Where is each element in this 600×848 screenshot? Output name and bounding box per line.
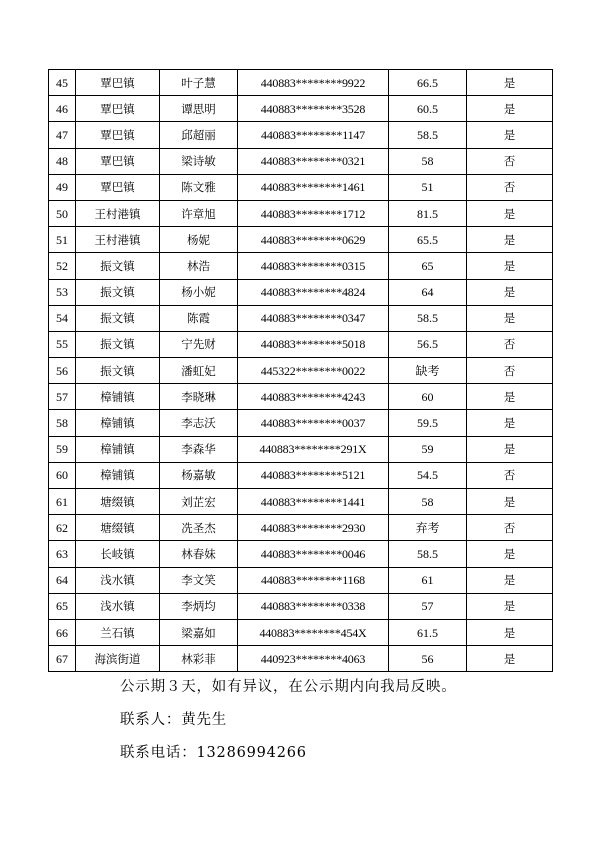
- score-cell: 58: [389, 489, 467, 515]
- table-row: [49, 122, 553, 148]
- table-row: [49, 174, 553, 200]
- table-row: [49, 358, 553, 384]
- row-number-cell: 57: [49, 384, 76, 410]
- result-cell: 否: [467, 174, 553, 200]
- name-cell: 谭思明: [160, 96, 238, 122]
- id-number-cell: 440883********0338: [238, 593, 389, 619]
- id-number-cell: 440883********1461: [238, 174, 389, 200]
- table-row: [49, 515, 553, 541]
- town-cell: 振文镇: [76, 331, 160, 357]
- name-cell: 叶子慧: [160, 70, 238, 96]
- table-row: [49, 462, 553, 488]
- score-cell: 60.5: [389, 96, 467, 122]
- name-cell: 杨嘉敏: [160, 462, 238, 488]
- row-number-cell: 46: [49, 96, 76, 122]
- row-number-cell: 45: [49, 70, 76, 96]
- id-number-cell: 440883********3528: [238, 96, 389, 122]
- table-row: [49, 593, 553, 619]
- table-row: [49, 305, 553, 331]
- score-cell: 51: [389, 174, 467, 200]
- town-cell: 长岐镇: [76, 541, 160, 567]
- id-number-cell: 440883********1147: [238, 122, 389, 148]
- result-cell: 是: [467, 200, 553, 226]
- result-cell: 是: [467, 122, 553, 148]
- table-row: [49, 70, 553, 96]
- town-cell: 王村港镇: [76, 227, 160, 253]
- results-table: [48, 69, 553, 672]
- town-cell: 振文镇: [76, 279, 160, 305]
- result-cell: 否: [467, 358, 553, 384]
- row-number-cell: 49: [49, 174, 76, 200]
- table-row: [49, 96, 553, 122]
- town-cell: 王村港镇: [76, 200, 160, 226]
- row-number-cell: 67: [49, 646, 76, 672]
- row-number-cell: 53: [49, 279, 76, 305]
- town-cell: 樟铺镇: [76, 384, 160, 410]
- score-cell: 58.5: [389, 122, 467, 148]
- id-number-cell: 440883********5018: [238, 331, 389, 357]
- row-number-cell: 66: [49, 619, 76, 645]
- name-cell: 李晓琳: [160, 384, 238, 410]
- town-cell: 覃巴镇: [76, 96, 160, 122]
- result-cell: 是: [467, 646, 553, 672]
- id-number-cell: 440883********1441: [238, 489, 389, 515]
- table-row: [49, 331, 553, 357]
- row-number-cell: 64: [49, 567, 76, 593]
- score-cell: 65.5: [389, 227, 467, 253]
- row-number-cell: 63: [49, 541, 76, 567]
- name-cell: 刘芷宏: [160, 489, 238, 515]
- result-cell: 是: [467, 227, 553, 253]
- row-number-cell: 61: [49, 489, 76, 515]
- score-cell: 64: [389, 279, 467, 305]
- table-row: [49, 253, 553, 279]
- id-number-cell: 440883********0046: [238, 541, 389, 567]
- id-number-cell: 440883********4824: [238, 279, 389, 305]
- row-number-cell: 59: [49, 436, 76, 462]
- notes-section: [120, 678, 560, 762]
- name-cell: 李志沃: [160, 410, 238, 436]
- id-number-cell: 440883********9922: [238, 70, 389, 96]
- id-number-cell: 440883********1168: [238, 567, 389, 593]
- results-table-container: [48, 69, 552, 672]
- town-cell: 覃巴镇: [76, 122, 160, 148]
- score-cell: 56.5: [389, 331, 467, 357]
- row-number-cell: 54: [49, 305, 76, 331]
- id-number-cell: 440883********0321: [238, 148, 389, 174]
- table-row: [49, 541, 553, 567]
- name-cell: 冼圣杰: [160, 515, 238, 541]
- score-cell: 60: [389, 384, 467, 410]
- row-number-cell: 55: [49, 331, 76, 357]
- results-table-body: [49, 70, 553, 672]
- name-cell: 潘虹妃: [160, 358, 238, 384]
- row-number-cell: 52: [49, 253, 76, 279]
- result-cell: 是: [467, 279, 553, 305]
- result-cell: 是: [467, 70, 553, 96]
- town-cell: 振文镇: [76, 253, 160, 279]
- result-cell: 是: [467, 541, 553, 567]
- name-cell: 李炳均: [160, 593, 238, 619]
- town-cell: 樟铺镇: [76, 410, 160, 436]
- result-cell: 是: [467, 384, 553, 410]
- score-cell: 58.5: [389, 305, 467, 331]
- table-row: [49, 279, 553, 305]
- id-number-cell: 440883********0037: [238, 410, 389, 436]
- name-cell: 李森华: [160, 436, 238, 462]
- table-row: [49, 489, 553, 515]
- town-cell: 兰石镇: [76, 619, 160, 645]
- town-cell: 海滨街道: [76, 646, 160, 672]
- table-row: [49, 384, 553, 410]
- result-cell: 是: [467, 305, 553, 331]
- id-number-cell: 440883********1712: [238, 200, 389, 226]
- name-cell: 林彩菲: [160, 646, 238, 672]
- result-cell: 是: [467, 410, 553, 436]
- score-cell: 58: [389, 148, 467, 174]
- row-number-cell: 62: [49, 515, 76, 541]
- town-cell: 振文镇: [76, 358, 160, 384]
- id-number-cell: 440883********2930: [238, 515, 389, 541]
- id-number-cell: 440883********5121: [238, 462, 389, 488]
- score-cell: 58.5: [389, 541, 467, 567]
- score-cell: 61.5: [389, 619, 467, 645]
- score-cell: 缺考: [389, 358, 467, 384]
- town-cell: 振文镇: [76, 305, 160, 331]
- name-cell: 林春妹: [160, 541, 238, 567]
- table-row: [49, 227, 553, 253]
- contact-person: 联系人：黄先生: [120, 712, 228, 728]
- id-number-cell: 440883********0629: [238, 227, 389, 253]
- town-cell: 塘缀镇: [76, 489, 160, 515]
- score-cell: 65: [389, 253, 467, 279]
- table-row: [49, 436, 553, 462]
- town-cell: 覃巴镇: [76, 70, 160, 96]
- row-number-cell: 56: [49, 358, 76, 384]
- result-cell: 是: [467, 253, 553, 279]
- name-cell: 梁诗敏: [160, 148, 238, 174]
- id-number-cell: 440923********4063: [238, 646, 389, 672]
- town-cell: 浅水镇: [76, 567, 160, 593]
- score-cell: 57: [389, 593, 467, 619]
- town-cell: 塘缀镇: [76, 515, 160, 541]
- row-number-cell: 65: [49, 593, 76, 619]
- result-cell: 是: [467, 567, 553, 593]
- name-cell: 陈文雅: [160, 174, 238, 200]
- table-row: [49, 567, 553, 593]
- name-cell: 梁嘉如: [160, 619, 238, 645]
- score-cell: 61: [389, 567, 467, 593]
- contact-phone: 联系电话：13286994266: [120, 745, 307, 761]
- result-cell: 是: [467, 489, 553, 515]
- result-cell: 否: [467, 515, 553, 541]
- table-row: [49, 410, 553, 436]
- name-cell: 陈霞: [160, 305, 238, 331]
- result-cell: 否: [467, 462, 553, 488]
- id-number-cell: 440883********291X: [238, 436, 389, 462]
- result-cell: 是: [467, 593, 553, 619]
- result-cell: 否: [467, 148, 553, 174]
- table-row: [49, 646, 553, 672]
- table-row: [49, 200, 553, 226]
- name-cell: 宁先财: [160, 331, 238, 357]
- name-cell: 林浩: [160, 253, 238, 279]
- town-cell: 覃巴镇: [76, 148, 160, 174]
- town-cell: 覃巴镇: [76, 174, 160, 200]
- id-number-cell: 445322********0022: [238, 358, 389, 384]
- name-cell: 许章旭: [160, 200, 238, 226]
- name-cell: 杨妮: [160, 227, 238, 253]
- score-cell: 54.5: [389, 462, 467, 488]
- town-cell: 樟铺镇: [76, 462, 160, 488]
- result-cell: 是: [467, 96, 553, 122]
- id-number-cell: 440883********0347: [238, 305, 389, 331]
- score-cell: 56: [389, 646, 467, 672]
- id-number-cell: 440883********454X: [238, 619, 389, 645]
- id-number-cell: 440883********4243: [238, 384, 389, 410]
- row-number-cell: 58: [49, 410, 76, 436]
- score-cell: 81.5: [389, 200, 467, 226]
- id-number-cell: 440883********0315: [238, 253, 389, 279]
- score-cell: 66.5: [389, 70, 467, 96]
- name-cell: 李文笑: [160, 567, 238, 593]
- score-cell: 59.5: [389, 410, 467, 436]
- table-row: [49, 619, 553, 645]
- table-row: [49, 148, 553, 174]
- row-number-cell: 50: [49, 200, 76, 226]
- town-cell: 樟铺镇: [76, 436, 160, 462]
- notice-text: 公示期３天，如有异议，在公示期内向我局反映。: [120, 679, 457, 695]
- row-number-cell: 48: [49, 148, 76, 174]
- row-number-cell: 51: [49, 227, 76, 253]
- result-cell: 是: [467, 436, 553, 462]
- row-number-cell: 60: [49, 462, 76, 488]
- town-cell: 浅水镇: [76, 593, 160, 619]
- row-number-cell: 47: [49, 122, 76, 148]
- name-cell: 邱超丽: [160, 122, 238, 148]
- result-cell: 是: [467, 619, 553, 645]
- score-cell: 59: [389, 436, 467, 462]
- score-cell: 弃考: [389, 515, 467, 541]
- name-cell: 杨小妮: [160, 279, 238, 305]
- result-cell: 否: [467, 331, 553, 357]
